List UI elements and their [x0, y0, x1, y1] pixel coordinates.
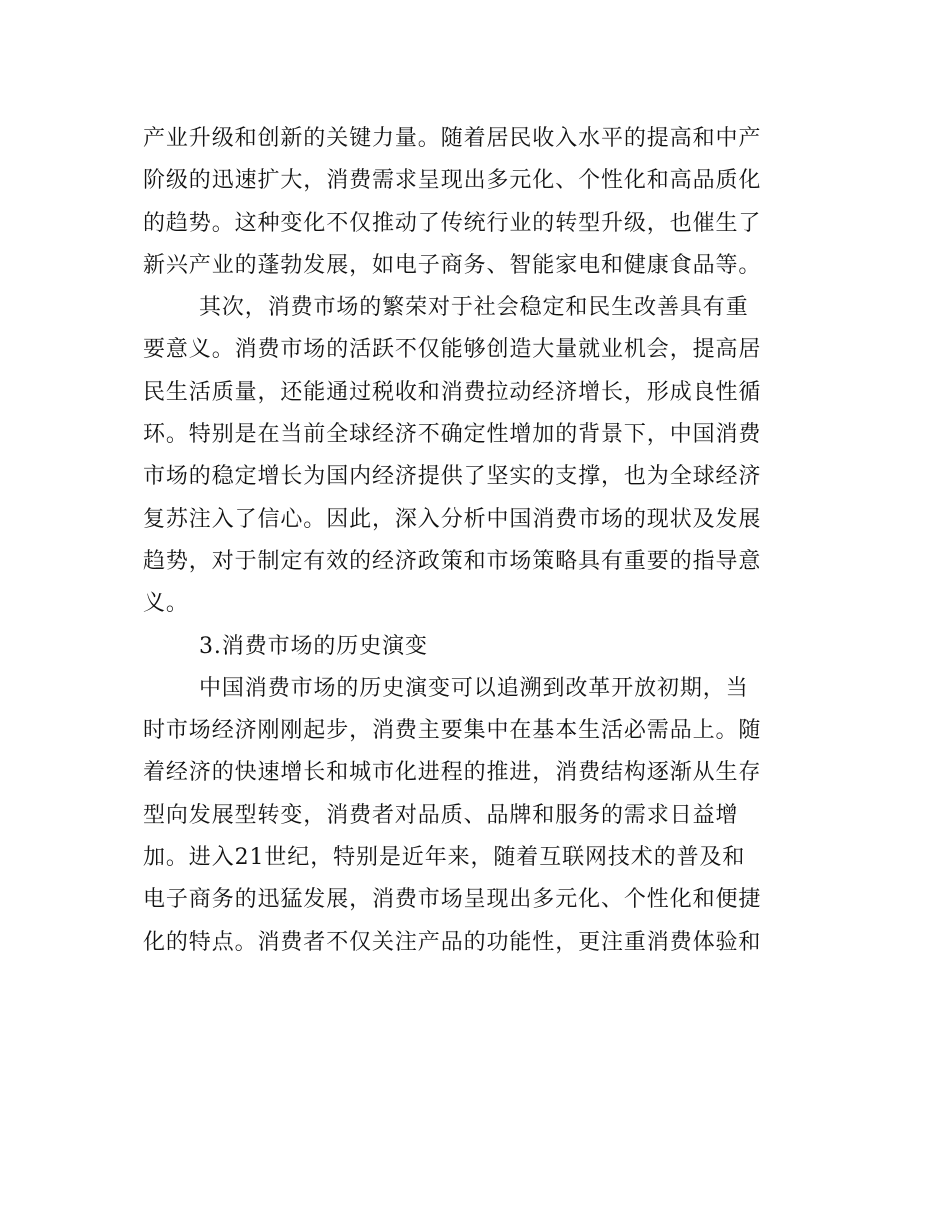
text-line: 阶级的迅速扩大，消费需求呈现出多元化、个性化和高品质化	[143, 168, 762, 194]
text-line: 化的特点。消费者不仅关注产品的功能性，更注重消费体验和	[143, 929, 762, 955]
paragraph-3	[143, 668, 815, 964]
text-line: 民生活质量，还能通过税收和消费拉动经济增长，形成良性循	[143, 379, 762, 405]
text-line: 电子商务的迅猛发展，消费市场呈现出多元化、个性化和便捷	[143, 887, 762, 913]
document-body	[143, 118, 815, 964]
paragraph-1	[143, 118, 815, 287]
text-line: 其次，消费市场的繁荣对于社会稳定和民生改善具有重	[199, 295, 749, 321]
text-line: 加。进入21世纪，特别是近年来，随着互联网技术的普及和	[143, 845, 746, 871]
text-line: 时市场经济刚刚起步，消费主要集中在基本生活必需品上。随	[143, 718, 762, 744]
text-line: 产业升级和创新的关键力量。随着居民收入水平的提高和中产	[143, 126, 762, 151]
text-line: 着经济的快速增长和城市化进程的推进，消费结构逐渐从生存	[143, 760, 762, 786]
text-line: 中国消费市场的历史演变可以追溯到改革开放初期，当	[199, 675, 749, 701]
paragraph-2	[143, 287, 815, 625]
text-line: 新兴产业的蓬勃发展，如电子商务、智能家电和健康食品等。	[143, 252, 762, 278]
text-line: 的趋势。这种变化不仅推动了传统行业的转型升级，也催生了	[143, 210, 762, 236]
text-line: 市场的稳定增长为国内经济提供了坚实的支撑，也为全球经济	[143, 464, 762, 490]
text-line: 义。	[143, 591, 189, 617]
text-line: 复苏注入了信心。因此，深入分析中国消费市场的现状及发展	[143, 506, 762, 532]
section-heading: 3.消费市场的历史演变	[199, 633, 428, 659]
text-line: 要意义。消费市场的活跃不仅能够创造大量就业机会，提高居	[143, 337, 762, 363]
text-line: 趋势，对于制定有效的经济政策和市场策略具有重要的指导意	[143, 548, 762, 574]
text-line: 环。特别是在当前全球经济不确定性增加的背景下，中国消费	[143, 422, 762, 448]
text-line: 型向发展型转变，消费者对品质、品牌和服务的需求日益增	[143, 802, 739, 828]
